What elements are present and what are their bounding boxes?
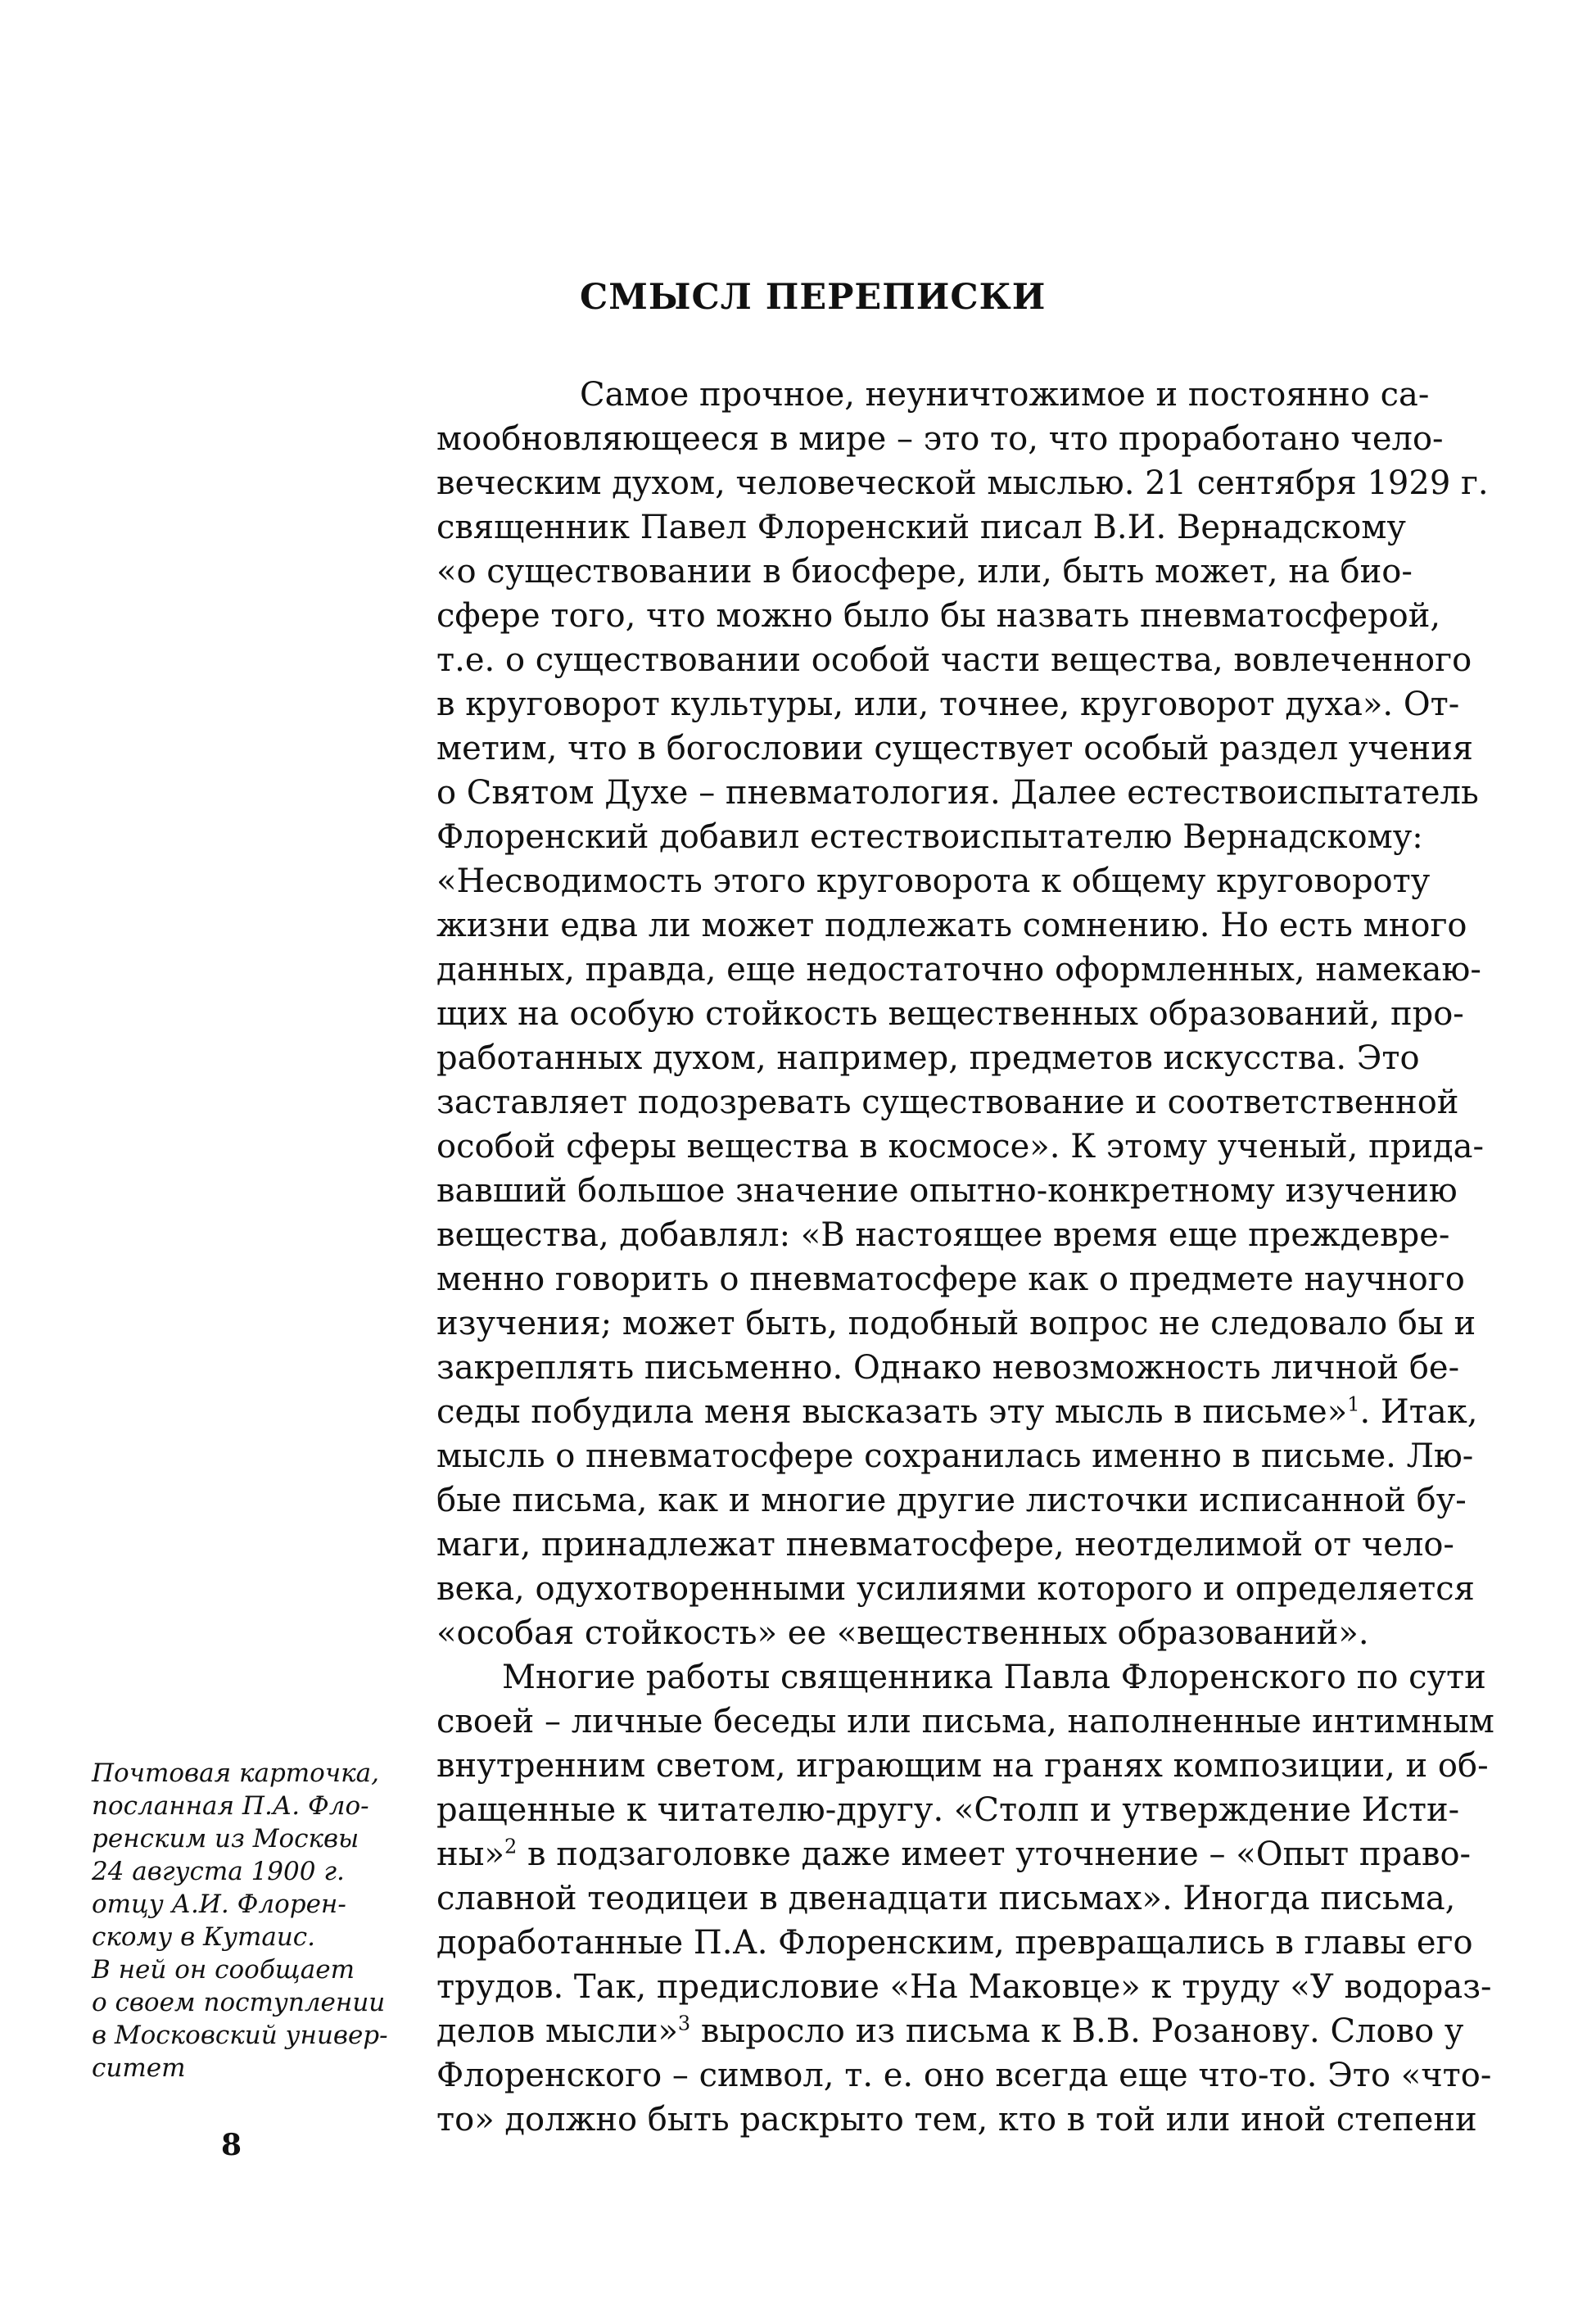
text-line: данных, правда, еще недостаточно оформленных, намекаю-	[436, 951, 1481, 989]
text-line	[436, 1832, 1472, 1876]
caption-line: ситет	[92, 2053, 186, 2083]
text-segment: в подзаголовке даже имеет уточнение – «Опыт право-	[517, 1835, 1472, 1873]
text-segment: ны»	[436, 1835, 504, 1873]
text-line: «особая стойкость» ее «вещественных образований».	[436, 1614, 1369, 1652]
text-line: вещества, добавлял: «В настоящее время еще преждевре-	[436, 1216, 1450, 1254]
text-line: работанных духом, например, предметов искусства. Это	[436, 1039, 1420, 1077]
text-line: щих на особую стойкость вещественных образований, про-	[436, 995, 1464, 1033]
caption-line: Почтовая карточка,	[92, 1758, 379, 1788]
caption-line: в Московский универ-	[92, 2021, 388, 2050]
text-line: менно говорить о пневматосфере как о предмете научного	[436, 1261, 1465, 1298]
text-line: внутренним светом, играющим на гранях композиции, и об-	[436, 1747, 1489, 1785]
caption-line: посланная П.А. Фло-	[92, 1791, 369, 1821]
text-line: маги, принадлежат пневматосфере, неотделимой от чело-	[436, 1526, 1454, 1564]
text-line: о Святом Духе – пневматология. Далее естествоиспытатель	[436, 774, 1479, 812]
text-line: Самое прочное, неуничтожимое и постоянно са-	[580, 376, 1430, 414]
text-segment: выросло из письма к В.В. Розанову. Слово у	[690, 2012, 1464, 2050]
footnote-mark[interactable]: 3	[677, 2012, 691, 2035]
text-line: священник Павел Флоренский писал В.И. Вернадскому	[436, 509, 1406, 546]
text-line: Флоренского – символ, т. е. оно всегда еще что-то. Это «что-	[436, 2057, 1492, 2094]
text-line: мообновляющееся в мире – это то, что проработано чело-	[436, 420, 1444, 458]
text-line: веческим духом, человеческой мыслью. 21 сентября 1929 г.	[436, 464, 1489, 502]
text-line: заставляет подозревать существование и соответственной	[436, 1084, 1459, 1121]
text-segment: седы побудила меня высказать эту мысль в письме»	[436, 1393, 1348, 1431]
text-line: мысль о пневматосфере сохранилась именно в письме. Лю-	[436, 1437, 1474, 1475]
footnote-mark[interactable]: 2	[504, 1835, 518, 1858]
caption-line: о своем поступлении	[92, 1988, 386, 2017]
text-line: трудов. Так, предисловие «На Маковце» к труду «У водораз-	[436, 1968, 1492, 2006]
footnote-mark[interactable]: 1	[1347, 1392, 1360, 1416]
text-segment: делов мысли»	[436, 2012, 678, 2050]
image-caption	[92, 1757, 403, 2084]
text-line: «Несводимость этого круговорота к общему круговороту	[436, 862, 1431, 900]
text-segment: . Итак,	[1359, 1393, 1478, 1431]
text-line: в круговорот культуры, или, точнее, круговорот духа». От-	[436, 686, 1460, 723]
text-line: изучения; может быть, подобный вопрос не следовало бы и	[436, 1305, 1476, 1342]
text-line: особой сферы вещества в космосе». К этому ученый, прида-	[436, 1128, 1485, 1166]
text-line: вавший большое значение опытно-конкретному изучению	[436, 1172, 1458, 1210]
caption-line: В ней он сообщает	[92, 1955, 355, 1985]
text-line: доработанные П.А. Флоренским, превращались в главы его	[436, 1924, 1473, 1962]
body-text	[436, 373, 1494, 2142]
text-line: «о существовании в биосфере, или, быть может, на био-	[436, 553, 1413, 591]
text-line: закреплять письменно. Однако невозможность личной бе-	[436, 1349, 1460, 1387]
caption-line: ренским из Москвы	[92, 1824, 359, 1854]
page-title: СМЫСЛ ПЕРЕПИСКИ	[580, 277, 1047, 318]
text-line: ращенные к читателю-другу. «Столп и утверждение Исти-	[436, 1791, 1460, 1829]
text-line: славной теодицеи в двенадцати письмах». Иногда письма,	[436, 1880, 1456, 1917]
text-line: жизни едва ли может подлежать сомнению. Но есть много	[436, 907, 1467, 944]
text-line: то» должно быть раскрыто тем, кто в той или иной степени	[436, 2101, 1477, 2139]
text-line	[436, 1390, 1478, 1434]
text-line: бые письма, как и многие другие листочки исписанной бу-	[436, 1482, 1467, 1519]
text-line: т.е. о существовании особой части вещества, вовлеченного	[436, 641, 1472, 679]
text-line: метим, что в богословии существует особый раздел учения	[436, 730, 1474, 767]
caption-line: 24 августа 1900 г.	[92, 1857, 345, 1886]
text-line: своей – личные беседы или письма, наполненные интимным	[436, 1703, 1494, 1740]
caption-line: скому в Кутаис.	[92, 1922, 316, 1952]
text-line	[436, 2009, 1464, 2053]
text-line: века, одухотворенными усилиями которого и определяется	[436, 1570, 1475, 1608]
caption-line: отцу А.И. Флорен-	[92, 1890, 346, 1919]
text-line: Флоренский добавил естествоиспытателю Вернадскому:	[436, 818, 1423, 856]
text-line: Многие работы священника Павла Флоренского по сути	[502, 1659, 1486, 1696]
page-number: 8	[221, 2128, 242, 2162]
text-line: сфере того, что можно было бы назвать пневматосферой,	[436, 597, 1441, 635]
